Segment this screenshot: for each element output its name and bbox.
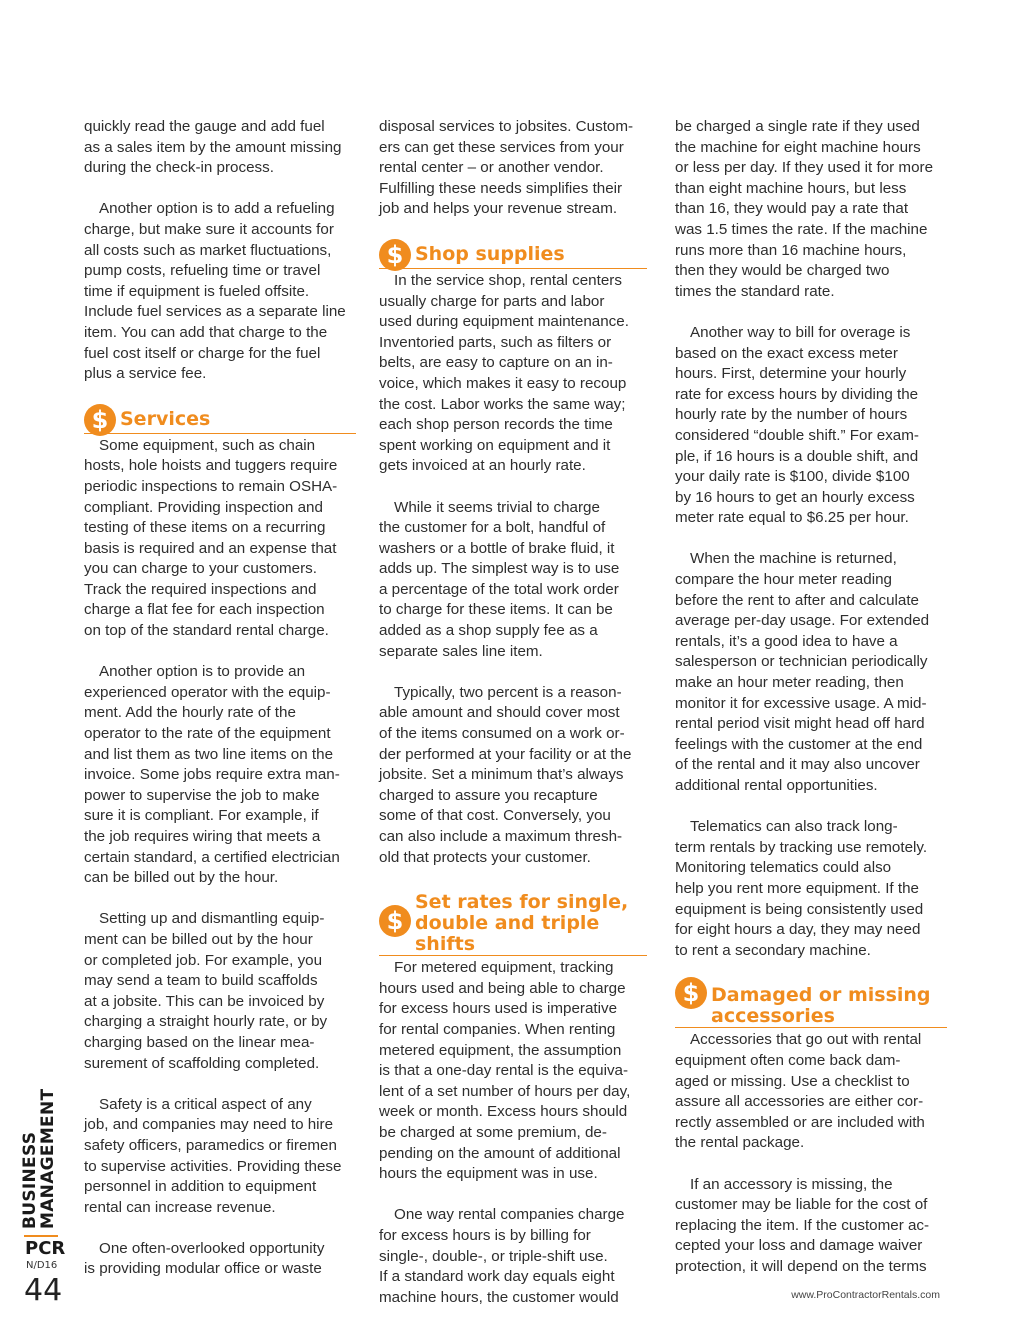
paragraph: Safety is a critical aspect of any job, and companies may need to hire safety officers, paramedics or firemen to supervise activities. Providing these personnel in addition to equipment rental can increase revenue.	[84, 1095, 342, 1216]
heading-text: Damaged or missing accessories	[711, 984, 931, 1028]
dollar-icon: $	[84, 404, 116, 436]
heading-text: Shop supplies	[415, 242, 565, 265]
paragraph: If an accessory is missing, the customer may be liable for the cost of replacing the item. If the customer ac- cepted your loss and damage waiver protection, it will depend on the terms	[675, 1175, 930, 1275]
paragraph: Setting up and dismantling equip- ment can be billed out by the hour or completed job. For example, you may send a team to build scaffolds at a jobsite. This can be invoiced by charging a straight hourly rate, or by charging based on the linear mea- surement of scaffolding completed.	[84, 910, 328, 1072]
heading-text: Set rates for single, double and triple shifts	[415, 891, 629, 956]
sidebar-divider	[24, 1235, 58, 1237]
dollar-icon: $	[675, 977, 707, 1009]
paragraph: For metered equipment, tracking hours used and being able to charge for excess hours used is imperative for rental companies. When renting metered equipment, the assumption is that a one-day rental is the equiva- lent of a set number of hours per day, week or month. Excess hours should be charged at some premium, de- pending on the amount of additional hours the equipment was in use.	[379, 959, 631, 1183]
heading-text: Services	[120, 407, 211, 430]
dollar-icon: $	[379, 905, 411, 937]
dollar-icon: $	[379, 239, 411, 271]
magazine-logo: PCR	[25, 1238, 66, 1259]
paragraph: disposal services to jobsites. Custom- ers can get these services from your rental center – or another vendor. Fulfilling these needs simplifies their job and helps your revenue stream.	[379, 118, 634, 218]
paragraph: One way rental companies charge for excess hours is by billing for single-, double-, or triple-shift use. If a standard work day equals eight machine hours, the customer would	[379, 1206, 625, 1306]
column-3	[675, 117, 947, 1277]
paragraph: Another way to bill for overage is based on the exact excess meter hours. First, determine your hourly rate for excess hours by dividing the hourly rate by the number of hours considered “double shift.” For exam- ple, if 16 hours is a double shift, and your daily rate is $100, divide $100 by 16 hours to get an hourly excess meter rate equal to $6.25 per hour.	[675, 323, 919, 527]
paragraph: Accessories that go out with rental equipment often come back dam- aged or missing. Use a checklist to assure all accessories are either cor- rectly assembled or are included with the rental package.	[675, 1031, 925, 1152]
column-1	[84, 117, 356, 1280]
column-2	[379, 117, 647, 1308]
paragraph: While it seems trivial to charge the customer for a bolt, handful of washers or a bottle of brake fluid, it adds up. The simplest way is to use a percentage of the total work order to charge for these items. It can be added as a shop supply fee as a separate sales line item.	[379, 498, 620, 660]
paragraph: Some equipment, such as chain hosts, hole hoists and tuggers require periodic inspections to remain OSHA- compliant. Providing inspection and testing of these items on a recurring basis is required and an expense that you can charge to your customers. Track the required inspections and charge a flat fee for each inspection on top of the standard rental charge.	[84, 436, 338, 640]
section-label	[22, 1089, 62, 1229]
section-label-line2: MANAGEMENT	[38, 1088, 58, 1229]
paragraph: Typically, two percent is a reason- able amount and should cover most of the items consumed on a work or- der performed at your facility or at the jobsite. Set a minimum that’s always charged to assure you recapture some of that cost. Conversely, you can also include a maximum thresh- old that protects your customer.	[379, 683, 632, 866]
section-heading-damaged-accessories	[675, 979, 947, 1028]
paragraph: Telematics can also track long- term rentals by tracking use remotely. Monitoring telematics could also help you rent more equipment. If the equipment is being consistently used for eight hours a day, they may need to rent a secondary machine.	[675, 818, 928, 959]
paragraph: Another option is to add a refueling charge, but make sure it accounts for all costs such as market fluctuations, pump costs, refueling time or travel time if equipment is fueled offsite. Include fuel services as a separate line item. You can add that charge to the fuel cost itself or charge for the fuel plus a service fee.	[84, 200, 346, 383]
section-heading-shop-supplies	[379, 238, 647, 269]
paragraph: When the machine is returned, compare the hour meter reading before the rent to after and calculate average per-day usage. For extended rentals, it’s a good idea to have a salesperson or technician periodically make an hour meter reading, then monitor it for excessive usage. A mid- rental period visit might head off hard feelings with the customer at the end of the rental and it may also uncover additional rental opportunities.	[675, 550, 930, 794]
paragraph: quickly read the gauge and add fuel as a sales item by the amount missing during the check-in process.	[84, 118, 342, 177]
issue-date: N/D16	[26, 1260, 58, 1271]
paragraph: One often-overlooked opportunity is providing modular office or waste	[84, 1239, 325, 1278]
page-number: 44	[24, 1273, 63, 1308]
section-label-line1: BUSINESS	[20, 1131, 40, 1229]
paragraph: Another option is to provide an experienced operator with the equip- ment. Add the hourly rate of the operator to the rate of the equipment and list them as two line items on the invoice. Some jobs require extra man- power to supervise the job to make sure it is compliant. For example, if the job requires wiring that meets a certain standard, a certified electrician can be billed out by the hour.	[84, 663, 340, 887]
paragraph: In the service shop, rental centers usually charge for parts and labor used during equipment maintenance. Inventoried parts, such as filters or belts, are easy to capture on an in- voice, which makes it easy to recoup the cost. Labor works the same way; each shop person records the time spent working on equipment and it gets invoiced at an hourly rate.	[379, 271, 629, 475]
section-heading-services	[84, 403, 356, 434]
footer-url: www.ProContractorRentals.com	[791, 1289, 940, 1301]
paragraph: be charged a single rate if they used the machine for eight machine hours or less per day. If they used it for more than eight machine hours, but less than 16, they would pay a rate that was 1.5 times the rate. If the machine runs more than 16 machine hours, then they would be charged two times the standard rate.	[675, 118, 934, 300]
section-heading-shift-rates	[379, 886, 647, 956]
